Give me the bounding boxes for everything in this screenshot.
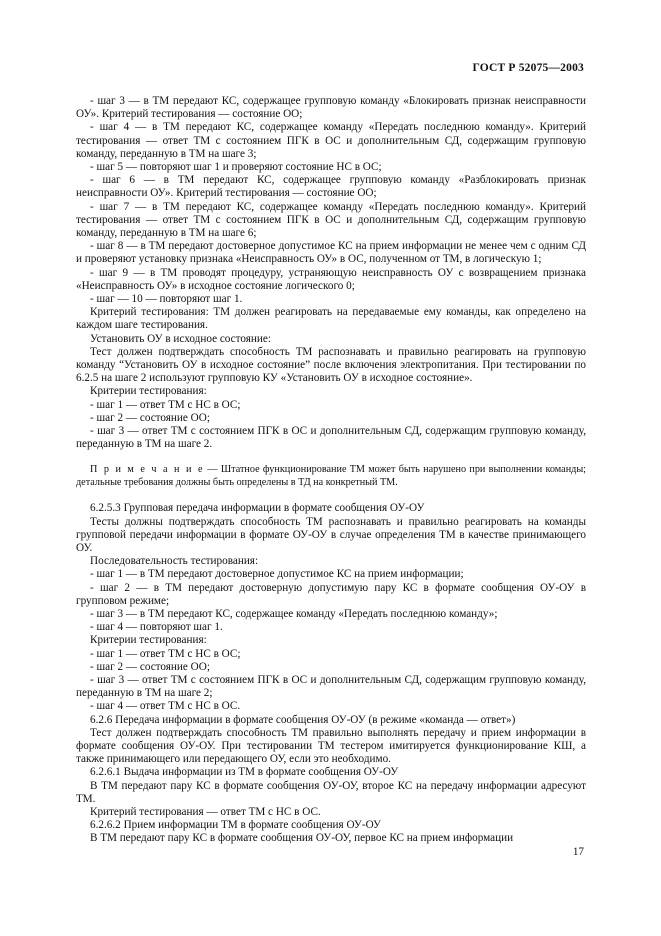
- note-paragraph: [76, 464, 586, 489]
- text-paragraph: Последовательность тестирования:: [90, 555, 259, 568]
- text-paragraph: Критерии тестирования:: [90, 634, 207, 647]
- text-paragraph: Установить ОУ в исходное состояние:: [90, 332, 271, 345]
- document-code-header: ГОСТ Р 52075—2003: [472, 62, 584, 74]
- text-paragraph: - шаг 2 — состояние ОО;: [90, 660, 210, 673]
- text-paragraph: - шаг 3 — ответ ТМ с состоянием ПГК в ОС и дополнительным СД, содержащим групповую команду, переданную в ТМ на шаге 2;: [76, 673, 586, 700]
- text-paragraph: В ТМ передают пару КС в формате сообщения ОУ-ОУ, второе КС на передачу информации адресуют ТМ.: [76, 779, 586, 805]
- text-paragraph: - шаг 5 — повторяют шаг 1 и проверяют состояние НС в ОС;: [90, 161, 382, 174]
- text-paragraph: В ТМ передают пару КС в формате сообщения ОУ-ОУ, первое КС на прием информации: [90, 832, 514, 845]
- text-paragraph: - шаг 2 — состояние ОО;: [90, 411, 210, 424]
- text-paragraph: Тест должен подтверждать способность ТМ правильно выполнять передачу и прием информации в формате сообщения ОУ-ОУ. При тестировании ТМ тестером имитируется функционирование КШ, а также принимающего или передающего ОУ, если это необходимо.: [76, 726, 586, 766]
- text-paragraph: Критерии тестирования:: [90, 385, 207, 398]
- text-paragraph: - шаг — 10 — повторяют шаг 1.: [90, 293, 243, 306]
- document-body: [76, 95, 586, 846]
- text-paragraph: - шаг 7 — в ТМ передают КС, содержащее команду «Передать последнюю команду». Критерий тестирования — ответ ТМ с состоянием ПГК в ОС и дополнительным СД, содержащим групповую команду, переданную в ТМ на шаге 6;: [76, 200, 586, 240]
- text-paragraph: Критерий тестирования — ответ ТМ с НС в ОС.: [90, 805, 321, 818]
- section-heading-6-2-6-2: 6.2.6.2 Прием информации ТМ в формате сообщения ОУ-ОУ: [90, 819, 381, 832]
- text-paragraph: - шаг 4 — ответ ТМ с НС в ОС.: [90, 700, 241, 713]
- text-paragraph: - шаг 3 — ответ ТМ с состоянием ПГК в ОС и дополнительным СД, содержащим групповую команду, переданную в ТМ на шаге 2.: [76, 425, 586, 451]
- text-paragraph: - шаг 8 — в ТМ передают достоверное допустимое КС на прием информации не менее чем с одним СД и проверяют установку признака «Неисправность ОУ» в ОС, полученном от ТМ, в логическую 1;: [76, 240, 586, 266]
- text-paragraph: Критерий тестирования: ТМ должен реагировать на передаваемые ему команды, как определено на каждом шаге тестирования.: [76, 306, 586, 332]
- text-paragraph: Тест должен подтверждать способность ТМ распознавать и правильно реагировать на групповую команду “Установить ОУ в исходное состояние” после включения электропитания. При тестировании по 6.2.5 на шаге 2 используют групповую КУ «Установить ОУ в исходное состояние».: [76, 345, 586, 385]
- section-heading-6-2-5-3: 6.2.5.3 Групповая передача информации в формате сообщения ОУ-ОУ: [90, 502, 425, 515]
- text-paragraph: - шаг 1 — в ТМ передают достоверное допустимое КС на прием информации;: [90, 568, 464, 581]
- spacer: [76, 489, 586, 502]
- text-paragraph: Тесты должны подтверждать способность ТМ распознавать и правильно реагировать на команды групповой передачи информации в формате ОУ-ОУ в случае определения ТМ в качестве принимающего ОУ.: [76, 515, 586, 554]
- text-paragraph: - шаг 4 — повторяют шаг 1.: [90, 621, 223, 634]
- text-paragraph: - шаг 2 — в ТМ передают достоверную допустимую пару КС в формате сообщения ОУ-ОУ в групповом режиме;: [76, 581, 586, 607]
- text-paragraph: - шаг 9 — в ТМ проводят процедуру, устраняющую неисправность ОУ с возвращением признака «Неисправность ОУ» в исходное состояние логического 0;: [76, 266, 586, 292]
- page-number: 17: [572, 846, 584, 858]
- text-paragraph: - шаг 3 — в ТМ передают КС, содержащее групповую команду «Блокировать признак неисправности ОУ». Критерий тестирования — состояние ОО;: [76, 95, 586, 121]
- text-paragraph: - шаг 3 — в ТМ передают КС, содержащее команду «Передать последнюю команду»;: [90, 607, 498, 620]
- text-paragraph: - шаг 6 — в ТМ передают КС, содержащее групповую команду «Разблокировать признак неисправности ОУ». Критерий тестирования — состояние ОО;: [76, 174, 586, 200]
- text-paragraph: - шаг 1 — ответ ТМ с НС в ОС;: [90, 647, 241, 660]
- text-paragraph: - шаг 4 — в ТМ передают КС, содержащее команду «Передать последнюю команду». Критерий тестирования — ответ ТМ с состоянием ПГК в ОС и дополнительным СД, содержащим групповую команду, переданную в ТМ на шаге 3;: [76, 121, 586, 160]
- note-text: — Штатное функционирование ТМ может быть нарушено при выполнении команды; детальные требования должны быть определены в ТД на конкретный ТМ.: [76, 464, 587, 488]
- note-label: П р и м е ч а н и е: [90, 464, 205, 476]
- section-heading-6-2-6-1: 6.2.6.1 Выдача информации из ТМ в формате сообщения ОУ-ОУ: [90, 766, 399, 779]
- spacer: [76, 451, 586, 464]
- text-paragraph: - шаг 1 — ответ ТМ с НС в ОС;: [90, 398, 241, 411]
- section-heading-6-2-6: 6.2.6 Передача информации в формате сообщения ОУ-ОУ (в режиме «команда — ответ»): [90, 713, 516, 726]
